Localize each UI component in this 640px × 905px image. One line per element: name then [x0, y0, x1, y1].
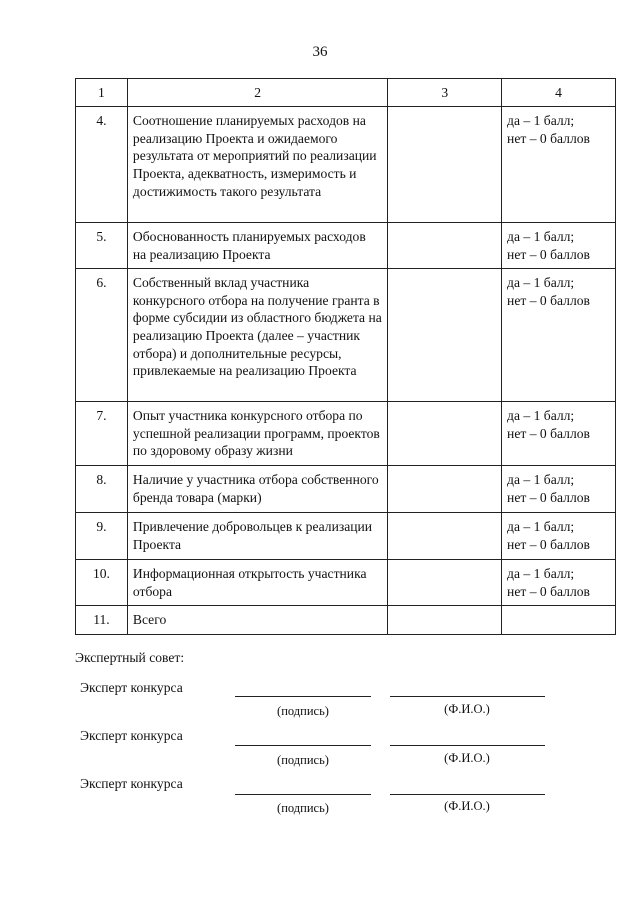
- score-yes: да – 1 балл;: [507, 229, 575, 244]
- table-row: [76, 402, 616, 466]
- row-number: 5.: [76, 223, 128, 269]
- score-cell: [502, 513, 616, 560]
- points-cell: [388, 513, 502, 560]
- score-yes: да – 1 балл;: [507, 566, 575, 581]
- expert-label: Эксперт конкурса: [80, 776, 183, 791]
- score-yes: да – 1 балл;: [507, 472, 575, 487]
- points-cell: [388, 402, 502, 466]
- row-number: 11.: [76, 606, 128, 635]
- header-cell: 4: [502, 79, 616, 107]
- header-cell: 3: [388, 79, 502, 107]
- name-line: [390, 745, 545, 746]
- table-row: [76, 466, 616, 513]
- score-cell: [502, 107, 616, 223]
- score-no: нет – 0 баллов: [507, 536, 590, 552]
- table-row: [76, 513, 616, 560]
- signature-line: [235, 745, 371, 746]
- name-caption: (Ф.И.О.): [444, 799, 490, 813]
- points-cell: [388, 223, 502, 269]
- table-row: [76, 223, 616, 269]
- name-line: [390, 696, 545, 697]
- row-number: 9.: [76, 513, 128, 560]
- expert-council-title: Экспертный совет:: [75, 650, 185, 665]
- score-cell: [502, 269, 616, 402]
- signature-caption: (подпись): [277, 704, 329, 718]
- score-no: нет – 0 баллов: [507, 425, 590, 441]
- criteria-table: [75, 78, 616, 635]
- points-cell: [388, 560, 502, 606]
- expert-label: Эксперт конкурса: [80, 728, 183, 743]
- score-no: нет – 0 баллов: [507, 246, 590, 262]
- score-yes: да – 1 балл;: [507, 113, 575, 128]
- points-cell: [388, 466, 502, 513]
- criterion-text: Привлечение добровольцев к реализации Проекта: [127, 513, 387, 560]
- name-line: [390, 794, 545, 795]
- total-row: [76, 606, 616, 635]
- signature-line: [235, 696, 371, 697]
- criterion-text: Опыт участника конкурсного отбора по успешной реализации программ, проектов по здоровому образу жизни: [127, 402, 387, 466]
- name-caption: (Ф.И.О.): [444, 751, 490, 765]
- row-number: 7.: [76, 402, 128, 466]
- score-no: нет – 0 баллов: [507, 489, 590, 505]
- header-cell: 1: [76, 79, 128, 107]
- total-label: Всего: [127, 606, 387, 635]
- score-yes: да – 1 балл;: [507, 275, 575, 290]
- signature-caption: (подпись): [277, 753, 329, 767]
- row-number: 6.: [76, 269, 128, 402]
- score-cell: [502, 606, 616, 635]
- name-caption: (Ф.И.О.): [444, 702, 490, 716]
- points-cell: [388, 107, 502, 223]
- criterion-text: Наличие у участника отбора собственного бренда товара (марки): [127, 466, 387, 513]
- score-yes: да – 1 балл;: [507, 519, 575, 534]
- criterion-text: Соотношение планируемых расходов на реализацию Проекта и ожидаемого результата от мероприятий по реализации Проекта, адекватность, измеримость и достижимость такого результата: [127, 107, 387, 223]
- score-cell: [502, 223, 616, 269]
- points-cell: [388, 269, 502, 402]
- criterion-text: Обоснованность планируемых расходов на реализацию Проекта: [127, 223, 387, 269]
- row-number: 10.: [76, 560, 128, 606]
- row-number: 8.: [76, 466, 128, 513]
- page-number: 36: [312, 44, 328, 60]
- points-cell: [388, 606, 502, 635]
- table-row: [76, 269, 616, 402]
- row-number: 4.: [76, 107, 128, 223]
- header-cell: 2: [127, 79, 387, 107]
- criterion-text: Собственный вклад участника конкурсного отбора на получение гранта в форме субсидии из областного бюджета на реализацию Проекта (далее – участник отбора) и дополнительные ресурсы, привлекаемые на реализацию Проекта: [127, 269, 387, 402]
- criterion-text: Информационная открытость участника отбора: [127, 560, 387, 606]
- score-no: нет – 0 баллов: [507, 130, 590, 146]
- score-no: нет – 0 баллов: [507, 583, 590, 599]
- signature-caption: (подпись): [277, 801, 329, 815]
- expert-label: Эксперт конкурса: [80, 680, 183, 695]
- score-no: нет – 0 баллов: [507, 292, 590, 308]
- score-cell: [502, 466, 616, 513]
- score-cell: [502, 402, 616, 466]
- table-header-row: [76, 79, 616, 107]
- table-row: [76, 560, 616, 606]
- signature-line: [235, 794, 371, 795]
- score-yes: да – 1 балл;: [507, 408, 575, 423]
- score-cell: [502, 560, 616, 606]
- table-row: [76, 107, 616, 223]
